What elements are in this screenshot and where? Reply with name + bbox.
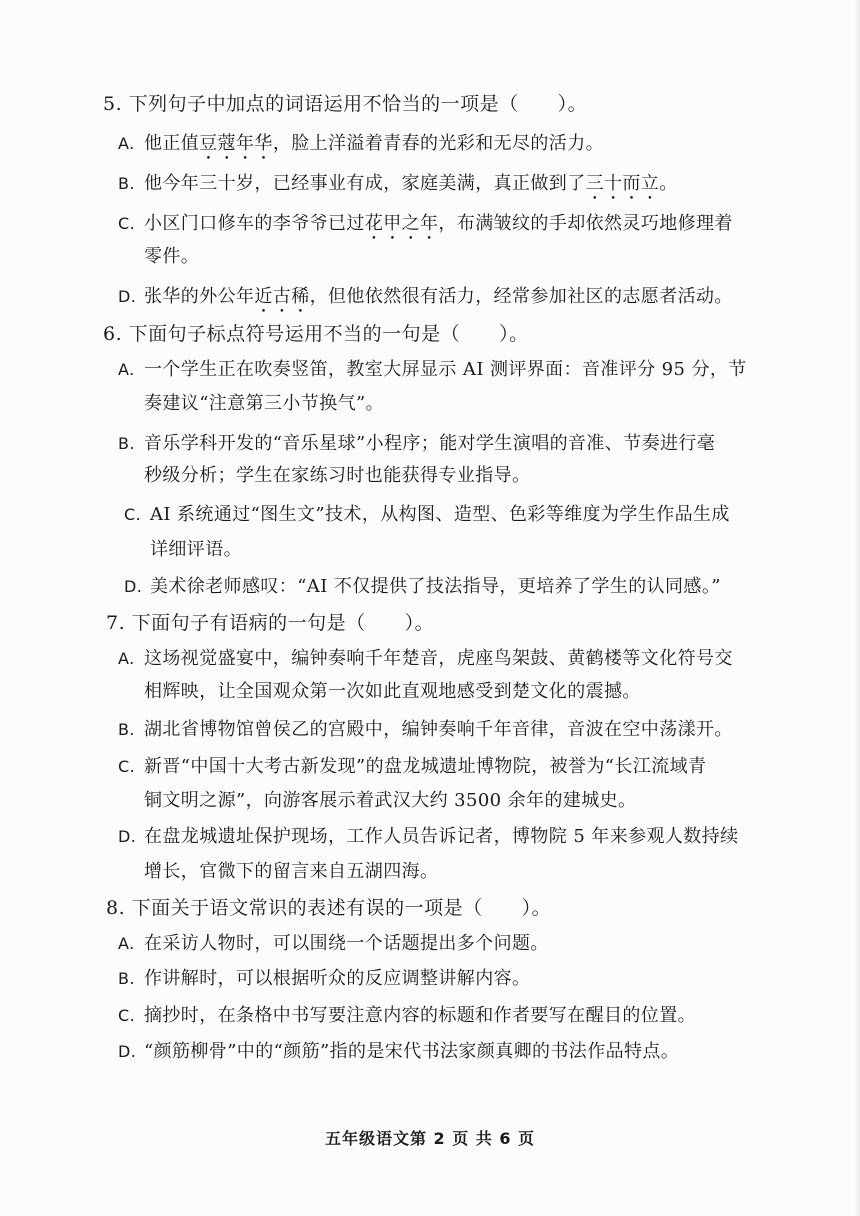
option-letter: B. bbox=[118, 434, 135, 453]
option-a bbox=[118, 931, 549, 957]
option-text: 湖北省博物馆曾侯乙的宫殿中，编钟奏响千年音律，音波在空中荡漾开。 bbox=[144, 719, 733, 740]
option-letter: A. bbox=[118, 360, 135, 379]
option-text: 新晋“中国十大考古新发现”的盘龙城遗址博物院，被誉为“长江流域青 bbox=[144, 756, 707, 777]
option-text: 他今年三十岁，已经事业有成，家庭美满，真正做到了 bbox=[144, 173, 586, 194]
option-letter: D. bbox=[118, 1042, 137, 1061]
option-text: 铜文明之源”，向游客展示着武汉大约 3500 余年的建城史。 bbox=[144, 790, 637, 811]
option-letter: D. bbox=[118, 827, 137, 846]
option-text: 音乐学科开发的“音乐星球”小程序；能对学生演唱的音准、节奏进行毫 bbox=[144, 433, 716, 454]
option-text: 作讲解时，可以根据听众的反应调整讲解内容。 bbox=[144, 968, 531, 989]
option-text: 他正值 bbox=[144, 133, 200, 154]
option-text: 一个学生正在吹奏竖笛，教室大屏显示 AI 测评界面：音准评分 95 分，节 bbox=[144, 359, 747, 380]
option-a bbox=[118, 131, 604, 164]
option-letter: C. bbox=[124, 505, 142, 524]
option-a-continued bbox=[144, 679, 641, 705]
option-a bbox=[118, 357, 747, 383]
option-text: 增长，官微下的留言来自五湖四海。 bbox=[144, 861, 439, 882]
option-c bbox=[118, 1003, 696, 1029]
option-d bbox=[118, 1039, 679, 1065]
question-stem: 8. 下面关于语文常识的表述有误的一项是（ ）。 bbox=[106, 897, 552, 919]
question-stem: 6. 下面句子标点符号运用不当的一句是（ ）。 bbox=[103, 323, 529, 345]
option-c bbox=[118, 211, 733, 244]
option-letter: C. bbox=[118, 1006, 136, 1025]
option-b bbox=[118, 431, 715, 457]
option-d bbox=[118, 824, 739, 850]
option-d bbox=[124, 574, 721, 600]
option-b bbox=[118, 171, 678, 204]
option-letter: B. bbox=[118, 174, 135, 193]
option-text: 张华的外公年 bbox=[144, 286, 255, 307]
option-text: 小区门口修车的李爷爷已过 bbox=[144, 213, 365, 234]
option-a-continued bbox=[144, 391, 384, 417]
option-b bbox=[118, 966, 530, 992]
option-text: 相辉映，让全国观众第一次如此直观地感受到楚文化的震撼。 bbox=[144, 681, 641, 702]
question-stem: 5. 下列句子中加点的词语运用不恰当的一项是（ ）。 bbox=[103, 93, 588, 115]
emphasized-word: 近古稀 bbox=[254, 286, 310, 307]
option-text: AI 系统通过“图生文”技术，从构图、造型、色彩等维度为学生作品生成 bbox=[150, 504, 730, 525]
option-letter: B. bbox=[118, 969, 135, 988]
option-letter: B. bbox=[118, 720, 135, 739]
option-text: 摘抄时，在条格中书写要注意内容的标题和作者要写在醒目的位置。 bbox=[144, 1005, 696, 1026]
option-text: 秒级分析；学生在家练习时也能获得专业指导。 bbox=[144, 465, 531, 486]
option-letter: D. bbox=[118, 287, 137, 306]
question-stem: 7. 下面句子有语病的一句是（ ）。 bbox=[106, 612, 435, 634]
option-b bbox=[118, 717, 733, 743]
option-text: “颜筋柳骨”中的“颜筋”指的是宋代书法家颜真卿的书法作品特点。 bbox=[144, 1041, 680, 1062]
emphasized-word: 豆蔻年华 bbox=[199, 133, 273, 154]
option-letter: C. bbox=[118, 214, 136, 233]
option-letter: C. bbox=[118, 757, 136, 776]
option-text: 在盘龙城遗址保护现场，工作人员告诉记者，博物院 5 年来参观人数持续 bbox=[144, 826, 739, 847]
option-text: 详细评语。 bbox=[150, 539, 242, 560]
emphasized-word: 三十而立 bbox=[585, 173, 660, 194]
option-letter: A. bbox=[118, 649, 135, 668]
option-c-continued bbox=[144, 244, 199, 270]
option-a bbox=[118, 646, 733, 672]
option-letter: A. bbox=[118, 934, 135, 953]
option-text: 在采访人物时，可以围绕一个话题提出多个问题。 bbox=[144, 933, 549, 954]
option-letter: D. bbox=[124, 577, 143, 596]
option-text: ，布满皱纹的手却依然灵巧地修理着 bbox=[438, 213, 733, 234]
option-c bbox=[118, 754, 706, 780]
scan-edge-shadow bbox=[854, 0, 860, 1216]
option-text: 美术徐老师感叹：“AI 不仅提供了技法指导，更培养了学生的认同感。” bbox=[150, 576, 721, 597]
option-text: ，脸上洋溢着青春的光彩和无尽的活力。 bbox=[272, 133, 605, 154]
option-b-continued bbox=[144, 463, 530, 489]
option-text: 。 bbox=[659, 173, 678, 194]
option-c bbox=[124, 502, 730, 528]
emphasized-word: 花甲之年 bbox=[364, 213, 439, 234]
option-text: 这场视觉盛宴中，编钟奏响千年楚音，虎座鸟架鼓、黄鹤楼等文化符号交 bbox=[144, 648, 733, 669]
option-d-continued bbox=[144, 859, 438, 885]
option-letter: A. bbox=[118, 134, 135, 153]
option-c-continued bbox=[144, 788, 636, 814]
page-footer: 五年级语文第 2 页 共 6 页 bbox=[324, 1129, 536, 1148]
option-text: ，但他依然很有活力，经常参加社区的志愿者活动。 bbox=[309, 286, 733, 307]
option-c-continued bbox=[150, 537, 242, 563]
option-d bbox=[118, 284, 733, 317]
option-text: 奏建议“注意第三小节换气”。 bbox=[144, 393, 385, 414]
option-text: 零件。 bbox=[144, 246, 200, 267]
